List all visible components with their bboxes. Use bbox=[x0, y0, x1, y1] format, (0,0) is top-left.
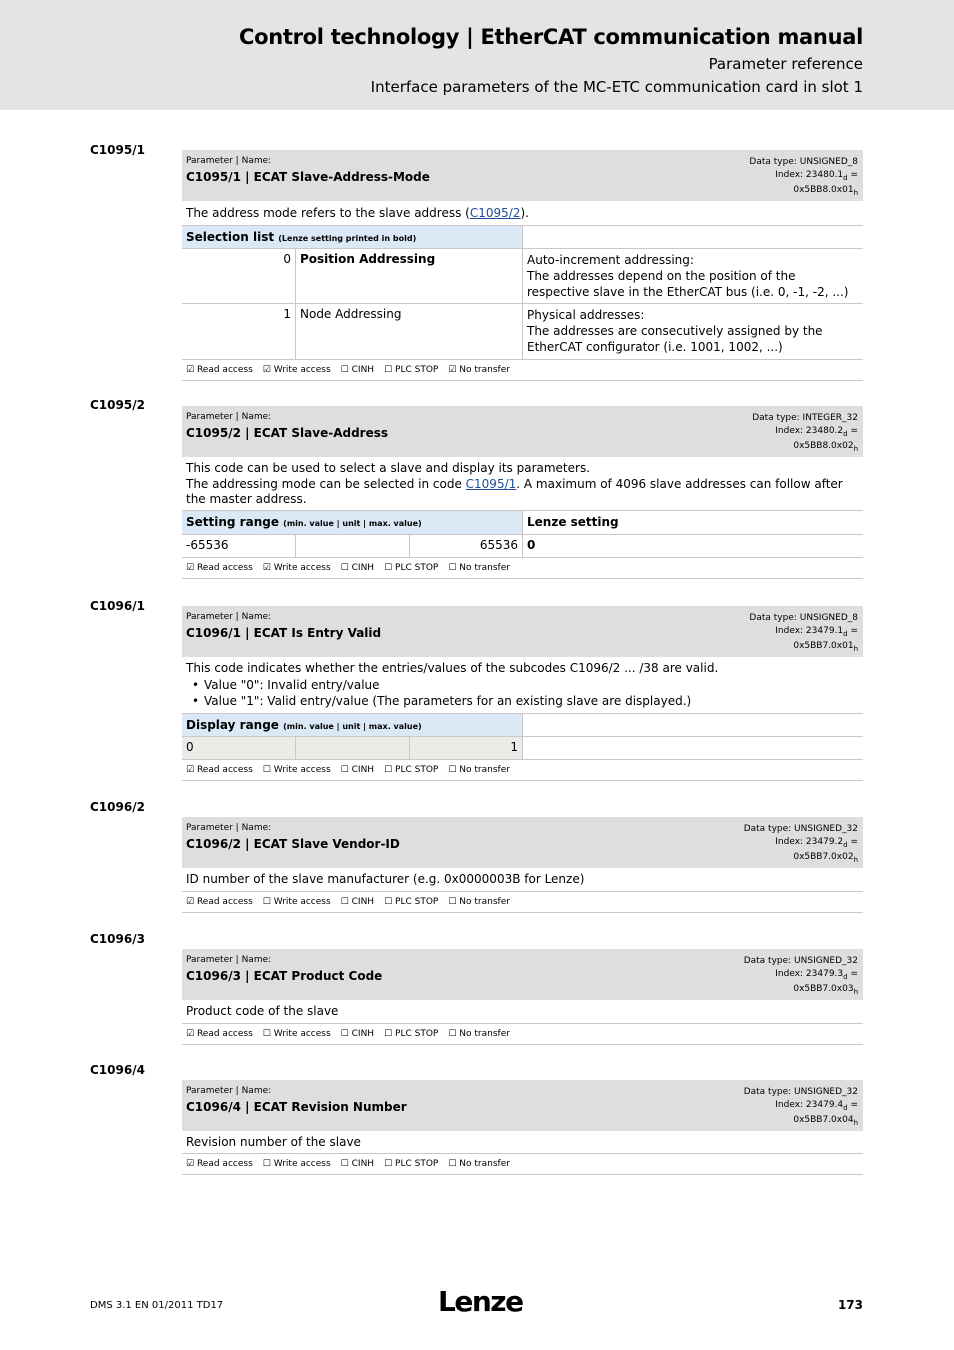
display-range-row bbox=[182, 737, 863, 760]
index: Index: $23479.1_d$ = bbox=[775, 625, 858, 638]
plc-stop-flag bbox=[384, 365, 438, 375]
no-transfer-flag bbox=[448, 1159, 510, 1169]
selection-desc-line1: Auto-increment addressing: bbox=[527, 253, 694, 267]
section-title: Interface parameters of the MC-ETC communication card in slot 1 bbox=[370, 78, 863, 96]
list-item: • Value "1": Valid entry/value (The parameters for an existing slave are displayed.) bbox=[186, 693, 859, 710]
section-label-c1095-2: C1095/2 bbox=[90, 398, 145, 412]
section-label-c1095-1: C1095/1 bbox=[90, 143, 145, 157]
flag-label: Write access bbox=[273, 765, 331, 775]
param-description: Product code of the slave bbox=[182, 1000, 863, 1024]
param-name-label: Parameter | Name: bbox=[186, 955, 272, 965]
checkbox-checked-icon: ☑ bbox=[186, 897, 195, 907]
parameter-header bbox=[182, 606, 863, 657]
access-flags bbox=[182, 558, 863, 579]
flag-label: No transfer bbox=[459, 365, 510, 375]
index-value: Index: 23479.4 bbox=[775, 1099, 844, 1110]
display-range-header bbox=[182, 714, 863, 737]
selection-list-label: Selection list bbox=[186, 230, 275, 244]
param-name: C1096/1 | ECAT Is Entry Valid bbox=[186, 626, 382, 640]
checkbox-checked-icon: ☑ bbox=[186, 765, 195, 775]
param-name-label: Parameter | Name: bbox=[186, 156, 272, 166]
param-description: ID number of the slave manufacturer (e.g. 0x0000003B for Lenze) bbox=[182, 868, 863, 892]
parameter-block-c1095-1 bbox=[182, 150, 863, 381]
parameter-block-c1096-3 bbox=[182, 949, 863, 1045]
selection-desc-line2: The addresses depend on the position of the respective slave in the EtherCAT bus (i.e. 0, -1, -2, ...) bbox=[527, 269, 849, 299]
setting-range-label: Setting range bbox=[186, 515, 279, 529]
lenze-logo: Lenze bbox=[438, 1285, 523, 1318]
flag-label: No transfer bbox=[459, 563, 510, 573]
read-access-flag bbox=[186, 897, 253, 907]
read-access-flag bbox=[186, 563, 253, 573]
read-access-flag bbox=[186, 1159, 253, 1169]
max-value: 65536 bbox=[409, 535, 522, 557]
checkbox-unchecked-icon: ☐ bbox=[384, 365, 393, 375]
checkbox-checked-icon: ☑ bbox=[186, 365, 195, 375]
checkbox-unchecked-icon: ☐ bbox=[262, 765, 271, 775]
max-value: 1 bbox=[409, 737, 522, 759]
selection-description bbox=[522, 249, 863, 303]
checkbox-unchecked-icon: ☐ bbox=[340, 897, 349, 907]
plc-stop-flag bbox=[384, 1029, 438, 1039]
write-access-flag bbox=[263, 1159, 331, 1169]
index: Index: $23480.1_d$ = bbox=[775, 169, 858, 182]
index-eq: = bbox=[847, 1099, 858, 1110]
param-description: Revision number of the slave bbox=[182, 1131, 863, 1154]
checkbox-checked-icon: ☑ bbox=[448, 365, 457, 375]
flag-label: Write access bbox=[273, 897, 331, 907]
index-value: Index: 23479.2 bbox=[775, 836, 844, 847]
access-flags bbox=[182, 760, 863, 781]
parameter-header bbox=[182, 817, 863, 868]
hex-index: $0x5BB7.0x04_h$ bbox=[793, 1114, 858, 1127]
selection-name: Position Addressing bbox=[295, 249, 522, 303]
min-value: -65536 bbox=[186, 538, 229, 552]
checkbox-unchecked-icon: ☐ bbox=[448, 563, 457, 573]
parameter-block-c1095-2 bbox=[182, 406, 863, 579]
display-range-title bbox=[182, 714, 522, 736]
flag-label: PLC STOP bbox=[395, 1029, 439, 1039]
param-meta bbox=[749, 612, 858, 655]
param-description bbox=[182, 201, 863, 226]
cinh-flag bbox=[341, 1159, 374, 1169]
hex-value: 0x5BB7.0x03 bbox=[793, 983, 854, 994]
plc-stop-flag bbox=[384, 1159, 438, 1169]
flag-label: CINH bbox=[351, 1029, 375, 1039]
write-access-flag bbox=[263, 1029, 331, 1039]
access-flags bbox=[182, 1024, 863, 1045]
empty-cell bbox=[522, 226, 863, 248]
flag-label: No transfer bbox=[459, 765, 510, 775]
checkbox-unchecked-icon: ☐ bbox=[262, 1029, 271, 1039]
plc-stop-flag bbox=[384, 765, 438, 775]
lenze-setting-header: Lenze setting bbox=[522, 511, 863, 534]
index-eq: = bbox=[847, 625, 858, 636]
parameter-header bbox=[182, 1080, 863, 1131]
hex-value: 0x5BB7.0x01 bbox=[793, 640, 854, 651]
index-value: Index: 23480.2 bbox=[775, 425, 844, 436]
data-type: Data type: UNSIGNED_32 bbox=[743, 824, 858, 834]
flag-label: Read access bbox=[196, 765, 253, 775]
cinh-flag bbox=[341, 765, 374, 775]
param-meta bbox=[749, 156, 858, 199]
param-name-label: Parameter | Name: bbox=[186, 1086, 272, 1096]
checkbox-checked-icon: ☑ bbox=[186, 1029, 195, 1039]
flag-label: No transfer bbox=[459, 897, 510, 907]
param-meta bbox=[744, 1086, 858, 1129]
param-name: C1096/4 | ECAT Revision Number bbox=[186, 1100, 407, 1114]
list-item: • Value "0": Invalid entry/value bbox=[186, 677, 859, 694]
data-type: Data type: UNSIGNED_32 bbox=[743, 1087, 858, 1097]
flag-label: Write access bbox=[273, 1029, 331, 1039]
selection-list-title bbox=[182, 226, 522, 248]
checkbox-unchecked-icon: ☐ bbox=[340, 1029, 349, 1039]
plc-stop-flag bbox=[384, 897, 438, 907]
param-name: C1095/1 | ECAT Slave-Address-Mode bbox=[186, 170, 430, 184]
flag-label: CINH bbox=[351, 365, 375, 375]
document-id: DMS 3.1 EN 01/2011 TD17 bbox=[90, 1300, 224, 1311]
desc-text-end: . A maximum of 4096 slave addresses can follow after the master address. bbox=[186, 476, 843, 506]
manual-title: Control technology | EtherCAT communication manual bbox=[238, 25, 863, 49]
flag-label: PLC STOP bbox=[395, 365, 439, 375]
hex-index: $0x5BB8.0x02_h$ bbox=[793, 440, 858, 453]
parameter-block-c1096-2 bbox=[182, 817, 863, 913]
no-transfer-flag bbox=[448, 1029, 510, 1039]
param-meta bbox=[744, 955, 858, 998]
checkbox-unchecked-icon: ☐ bbox=[448, 1029, 457, 1039]
access-flags bbox=[182, 360, 863, 381]
checkbox-unchecked-icon: ☐ bbox=[262, 897, 271, 907]
checkbox-unchecked-icon: ☐ bbox=[340, 365, 349, 375]
checkbox-checked-icon: ☑ bbox=[186, 563, 195, 573]
checkbox-unchecked-icon: ☐ bbox=[340, 563, 349, 573]
section-label-c1096-3: C1096/3 bbox=[90, 932, 145, 946]
flag-label: No transfer bbox=[459, 1159, 510, 1169]
param-name: C1095/2 | ECAT Slave-Address bbox=[186, 426, 389, 440]
param-meta bbox=[752, 412, 858, 455]
flag-label: No transfer bbox=[459, 1029, 510, 1039]
section-label-c1096-4: C1096/4 bbox=[90, 1063, 145, 1077]
checkbox-unchecked-icon: ☐ bbox=[448, 765, 457, 775]
cinh-flag bbox=[341, 897, 374, 907]
checkbox-checked-icon: ☑ bbox=[262, 365, 271, 375]
cinh-flag bbox=[341, 563, 374, 573]
selection-row bbox=[182, 249, 863, 304]
selection-row bbox=[182, 304, 863, 360]
setting-range-note: (min. value | unit | max. value) bbox=[283, 519, 422, 528]
checkbox-unchecked-icon: ☐ bbox=[384, 1159, 393, 1169]
flag-label: Read access bbox=[196, 897, 253, 907]
empty-cell bbox=[522, 737, 863, 759]
link-c1095-1[interactable]: C1095/1 bbox=[465, 476, 517, 491]
link-c1095-2[interactable]: C1095/2 bbox=[469, 206, 521, 220]
flag-label: Write access bbox=[273, 365, 331, 375]
flag-label: Write access bbox=[273, 563, 331, 573]
cinh-flag bbox=[341, 1029, 374, 1039]
data-type: Data type: UNSIGNED_32 bbox=[743, 956, 858, 966]
hex-index: $0x5BB7.0x01_h$ bbox=[793, 640, 858, 653]
flag-label: Read access bbox=[196, 1029, 253, 1039]
flag-label: CINH bbox=[351, 765, 375, 775]
param-name: C1096/2 | ECAT Slave Vendor-ID bbox=[186, 837, 400, 851]
desc-text-end: ). bbox=[520, 206, 529, 220]
flag-label: CINH bbox=[351, 563, 375, 573]
parameter-header bbox=[182, 949, 863, 1000]
write-access-flag bbox=[263, 765, 331, 775]
param-name: C1096/3 | ECAT Product Code bbox=[186, 969, 383, 983]
no-transfer-flag bbox=[448, 563, 510, 573]
lenze-setting-value: 0 bbox=[522, 535, 863, 557]
hex-value: 0x5BB8.0x02 bbox=[793, 440, 854, 451]
cinh-flag bbox=[341, 365, 374, 375]
index-value: Index: 23479.1 bbox=[775, 625, 844, 636]
index: Index: $23479.4_d$ = bbox=[775, 1099, 858, 1112]
setting-range-header bbox=[182, 511, 863, 535]
selection-name: Node Addressing bbox=[295, 304, 522, 359]
desc-text: The addressing mode can be selected in code bbox=[186, 476, 466, 491]
page-number: 173 bbox=[837, 1298, 863, 1312]
param-name-label: Parameter | Name: bbox=[186, 823, 272, 833]
write-access-flag bbox=[263, 563, 331, 573]
min-value: 0 bbox=[182, 737, 295, 759]
flag-label: PLC STOP bbox=[395, 765, 439, 775]
checkbox-checked-icon: ☑ bbox=[186, 1159, 195, 1169]
checkbox-unchecked-icon: ☐ bbox=[384, 897, 393, 907]
selection-list-header bbox=[182, 226, 863, 249]
flag-label: Read access bbox=[196, 563, 253, 573]
index-value: Index: 23479.3 bbox=[775, 968, 844, 979]
index-eq: = bbox=[847, 968, 858, 979]
checkbox-unchecked-icon: ☐ bbox=[262, 1159, 271, 1169]
flag-label: Read access bbox=[196, 365, 253, 375]
flag-label: CINH bbox=[351, 897, 375, 907]
selection-value: 1 bbox=[283, 307, 291, 321]
no-transfer-flag bbox=[448, 765, 510, 775]
index-eq: = bbox=[847, 169, 858, 180]
param-description bbox=[182, 657, 863, 714]
hex-index: $0x5BB7.0x03_h$ bbox=[793, 983, 858, 996]
page-header bbox=[0, 0, 954, 110]
plc-stop-flag bbox=[384, 563, 438, 573]
desc-line2 bbox=[186, 477, 859, 507]
index-value: Index: 23480.1 bbox=[775, 169, 844, 180]
checkbox-checked-icon: ☑ bbox=[262, 563, 271, 573]
read-access-flag bbox=[186, 765, 253, 775]
selection-desc-line2: The addresses are consecutively assigned by the EtherCAT configurator (i.e. 1001, 1002, ...) bbox=[527, 324, 823, 354]
unit-value bbox=[295, 535, 409, 557]
setting-range-row bbox=[182, 535, 863, 558]
selection-desc-line1: Physical addresses: bbox=[527, 308, 645, 322]
flag-label: Write access bbox=[273, 1159, 331, 1169]
index: Index: $23480.2_d$ = bbox=[775, 425, 858, 438]
index: Index: $23479.2_d$ = bbox=[775, 836, 858, 849]
display-range-label: Display range bbox=[186, 718, 279, 732]
checkbox-unchecked-icon: ☐ bbox=[448, 1159, 457, 1169]
param-name-label: Parameter | Name: bbox=[186, 612, 272, 622]
flag-label: PLC STOP bbox=[395, 897, 439, 907]
access-flags bbox=[182, 1154, 863, 1175]
checkbox-unchecked-icon: ☐ bbox=[340, 1159, 349, 1169]
access-flags bbox=[182, 892, 863, 913]
data-type: Data type: UNSIGNED_8 bbox=[749, 157, 858, 167]
hex-index: $0x5BB8.0x01_h$ bbox=[793, 184, 858, 197]
flag-label: Read access bbox=[196, 1159, 253, 1169]
no-transfer-flag bbox=[448, 365, 510, 375]
param-meta bbox=[744, 823, 858, 866]
hex-value: 0x5BB7.0x04 bbox=[793, 1114, 854, 1125]
parameter-header bbox=[182, 150, 863, 201]
selection-description bbox=[522, 304, 863, 359]
no-transfer-flag bbox=[448, 897, 510, 907]
section-label-c1096-2: C1096/2 bbox=[90, 800, 145, 814]
flag-label: PLC STOP bbox=[395, 1159, 439, 1169]
checkbox-unchecked-icon: ☐ bbox=[448, 897, 457, 907]
empty-cell bbox=[522, 714, 863, 736]
checkbox-unchecked-icon: ☐ bbox=[384, 765, 393, 775]
chapter-title: Parameter reference bbox=[708, 55, 863, 73]
checkbox-unchecked-icon: ☐ bbox=[340, 765, 349, 775]
read-access-flag bbox=[186, 1029, 253, 1039]
index-eq: = bbox=[847, 425, 858, 436]
index-eq: = bbox=[847, 836, 858, 847]
parameter-block-c1096-4 bbox=[182, 1080, 863, 1175]
unit-value bbox=[295, 737, 409, 759]
hex-value: 0x5BB8.0x01 bbox=[793, 184, 854, 195]
parameter-block-c1096-1 bbox=[182, 606, 863, 781]
setting-range-title bbox=[182, 511, 522, 534]
desc-text: The address mode refers to the slave address ( bbox=[186, 206, 470, 220]
index: Index: $23479.3_d$ = bbox=[775, 968, 858, 981]
read-access-flag bbox=[186, 365, 253, 375]
desc-line1: This code can be used to select a slave and display its parameters. bbox=[186, 461, 591, 475]
parameter-header bbox=[182, 406, 863, 457]
checkbox-unchecked-icon: ☐ bbox=[384, 1029, 393, 1039]
data-type: Data type: UNSIGNED_8 bbox=[749, 613, 858, 623]
section-label-c1096-1: C1096/1 bbox=[90, 599, 145, 613]
write-access-flag bbox=[263, 897, 331, 907]
display-range-note: (min. value | unit | max. value) bbox=[283, 722, 422, 731]
selection-value: 0 bbox=[283, 252, 291, 266]
value-list bbox=[186, 677, 859, 710]
desc-line1: This code indicates whether the entries/values of the subcodes C1096/2 ... /38 are valid. bbox=[186, 661, 719, 675]
selection-list-note: (Lenze setting printed in bold) bbox=[278, 234, 417, 243]
param-description bbox=[182, 457, 863, 511]
data-type: Data type: INTEGER_32 bbox=[752, 413, 858, 423]
write-access-flag bbox=[263, 365, 331, 375]
hex-value: 0x5BB7.0x02 bbox=[793, 851, 854, 862]
flag-label: PLC STOP bbox=[395, 563, 439, 573]
hex-index: $0x5BB7.0x02_h$ bbox=[793, 851, 858, 864]
flag-label: CINH bbox=[351, 1159, 375, 1169]
checkbox-unchecked-icon: ☐ bbox=[384, 563, 393, 573]
param-name-label: Parameter | Name: bbox=[186, 412, 272, 422]
